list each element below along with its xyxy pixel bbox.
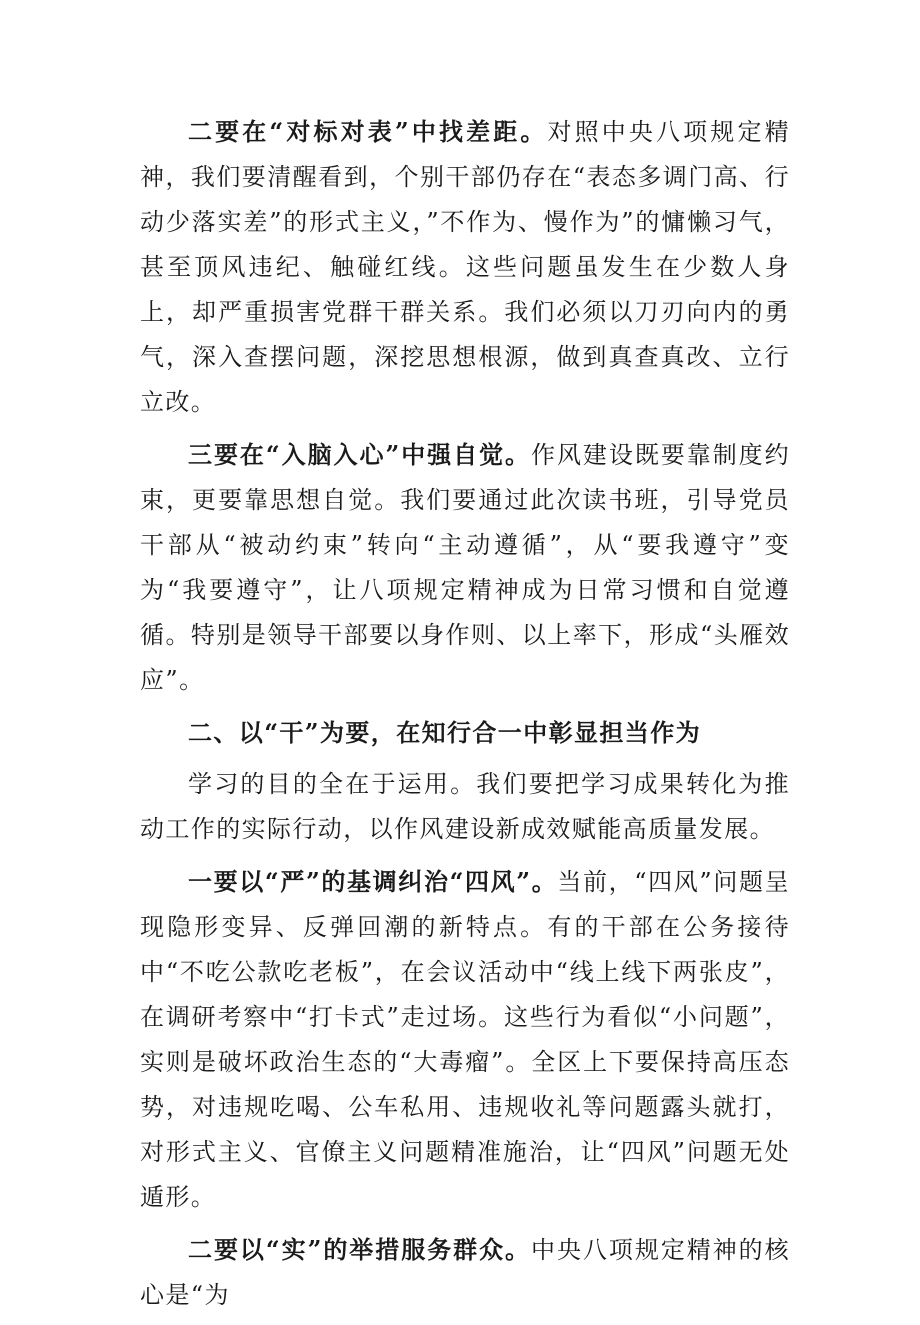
paragraph-serve-masses: [140, 1227, 790, 1318]
paragraph-intro: 学习的目的全在于运用。我们要把学习成果转化为推动工作的实际行动，以作风建设新成效赋能高质量发展。: [140, 770, 790, 843]
paragraph-text: 中央八项规定精神的核心是“为: [140, 1236, 791, 1309]
document-body: [140, 109, 790, 1325]
paragraph-lead: 一要以“严”的基调纠治“四风”。: [188, 867, 558, 896]
paragraph-lead: 三要在“入脑入心”中强自觉。: [188, 440, 531, 469]
paragraph-lead: 二要在“对标对表”中找差距。: [188, 117, 548, 146]
paragraph-find-gaps: [140, 109, 790, 425]
section-heading: 二、以“干”为要，在知行合一中彰显担当作为: [188, 718, 702, 747]
paragraph-text: 对照中央八项规定精神，我们要清醒看到，个别干部仍存在“表态多调门高、行动少落实差”的形式主义，”不作为、慢作为”的慵懒习气，甚至顶风违纪、触碰红线。这些问题虽发生在少数人身上，却严重损害党群干群关系。我们必须以刀刃向内的勇气，深入查摆问题，深挖思想根源，做到真查真改、立行立改。: [140, 118, 790, 416]
paragraph-text: 作风建设既要靠制度约束，更要靠思想自觉。我们要通过此次读书班，引导党员干部从“被动约束”转向“主动遵循”，从“要我遵守”变为“我要遵守”，让八项规定精神成为日常习惯和自觉遵循。特别是领导干部要以身作则、以上率下，形成“头雁效应”。: [140, 441, 791, 694]
paragraph-lead: 二要以“实”的举措服务群众。: [188, 1235, 531, 1264]
paragraph-text: 当前，“四风”问题呈现隐形变异、反弹回潮的新特点。有的干部在公务接待中“不吃公款吃老板”，在会议活动中“线上线下两张皮”，在调研考察中“打卡式”走过场。这些行为看似“小问题”，实则是破坏政治生态的“大毒瘤”。全区上下要保持高压态势，对违规吃喝、公车私用、违规收礼等问题露头就打，对形式主义、官僚主义问题精准施治，让“四风”问题无处遁形。: [140, 868, 790, 1211]
paragraph-self-discipline: [140, 432, 790, 703]
paragraph-four-winds: [140, 859, 790, 1220]
